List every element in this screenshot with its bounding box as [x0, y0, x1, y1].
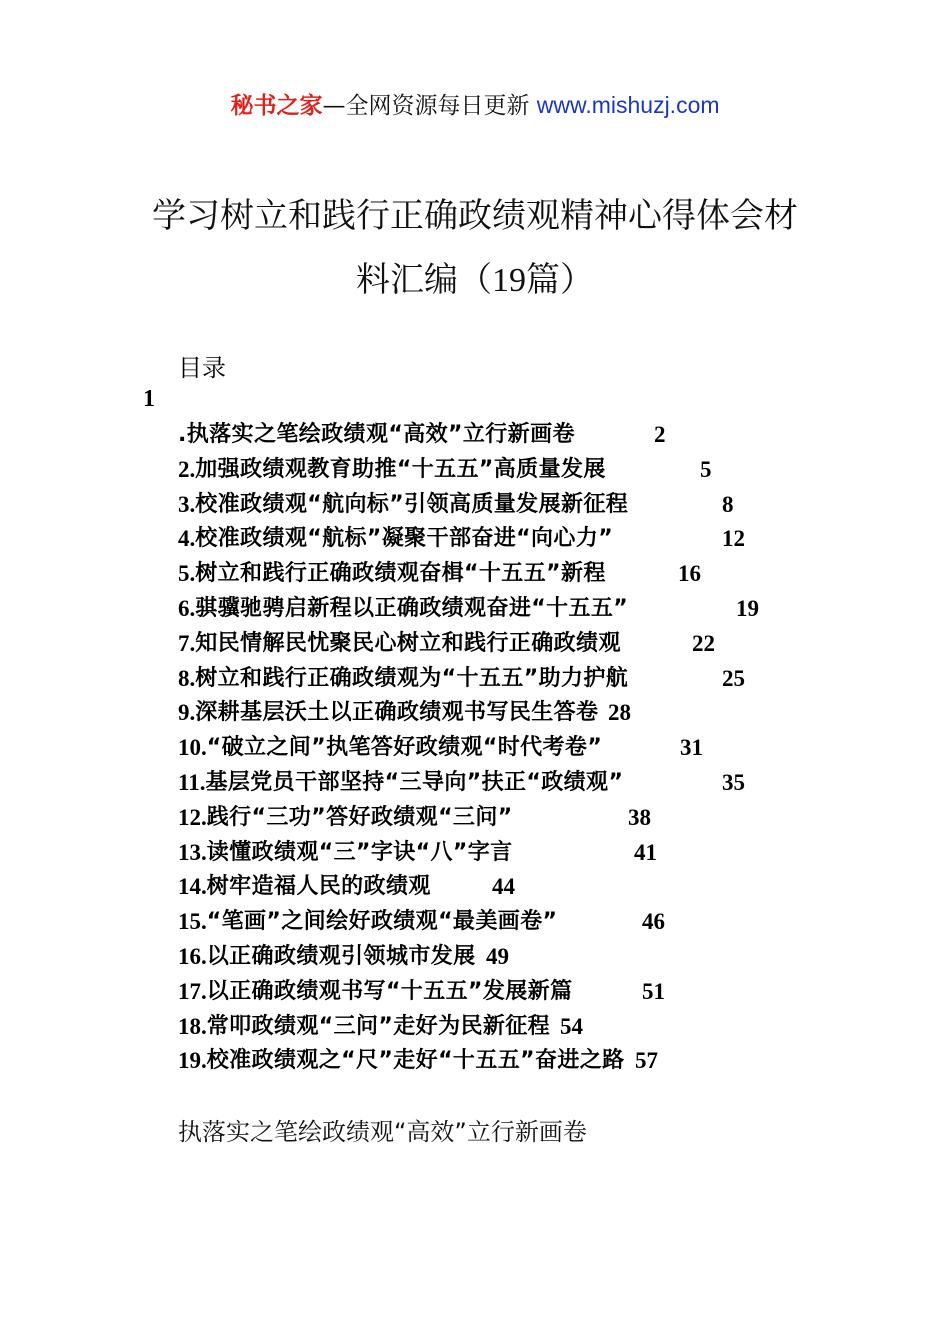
- toc-item-page: 16: [678, 561, 701, 587]
- toc-item-index: 6.: [178, 595, 196, 621]
- toc-item-page: 2: [654, 422, 666, 447]
- toc-item-title: 树牢造福人民的政绩观: [206, 874, 431, 900]
- toc-item-page: 31: [680, 735, 703, 761]
- title-line2-count: 19: [492, 262, 526, 299]
- toc-item-title: 树立和践行正确政绩观为“十五五”助力护航: [195, 665, 629, 691]
- toc-item-page: 12: [722, 526, 745, 552]
- toc-item-index: 7.: [178, 630, 196, 656]
- toc-item-title: 加强政绩观教育助推“十五五”高质量发展: [195, 456, 606, 482]
- banner-url-link[interactable]: www.mishuzj.com: [536, 92, 720, 118]
- toc-item-index: 4.: [178, 526, 196, 552]
- toc-item[interactable]: [178, 836, 778, 871]
- toc-item[interactable]: [178, 801, 778, 836]
- toc-item[interactable]: [178, 940, 778, 975]
- toc-item-index: 19.: [178, 1048, 207, 1074]
- toc-item-title: 常叩政绩观“三问”走好为民新征程: [206, 1013, 551, 1039]
- toc-item-title: 践行“三功”答好政绩观“三问”: [206, 804, 513, 830]
- toc-item-page: 54: [560, 1013, 583, 1039]
- banner-tagline: —全网资源每日更新: [322, 93, 537, 119]
- toc-item-title: 以正确政绩观书写“十五五”发展新篇: [206, 978, 573, 1004]
- toc-item-title: “破立之间”执笔答好政绩观“时代考卷”: [206, 735, 603, 761]
- toc-item-title: 知民情解民忧聚民心树立和践行正确政绩观: [195, 630, 621, 656]
- brand-name: 秘书之家: [230, 93, 323, 119]
- toc-item[interactable]: [178, 696, 778, 731]
- toc-item[interactable]: [178, 1044, 778, 1079]
- toc-item[interactable]: [178, 662, 778, 697]
- toc-item-page: 41: [634, 839, 657, 865]
- toc-item[interactable]: [178, 453, 778, 488]
- toc-item-index: 10.: [178, 735, 207, 761]
- toc-item-index: 11.: [178, 769, 206, 795]
- toc-item-title: 校准政绩观之“尺”走好“十五五”奋进之路: [206, 1048, 625, 1074]
- toc-item-index: 13.: [178, 839, 207, 865]
- toc-item[interactable]: [178, 905, 778, 940]
- toc-item[interactable]: [178, 592, 778, 627]
- document-title-line1: 学习树立和践行正确政绩观精神心得体会材: [152, 196, 798, 236]
- toc-item-title: 校准政绩观“航标”凝聚干部奋进“向心力”: [195, 526, 614, 552]
- toc-item-page: 49: [486, 943, 509, 969]
- toc-item-title: 树立和践行正确政绩观奋楫“十五五”新程: [195, 561, 606, 587]
- toc-heading: 目录: [178, 354, 226, 382]
- toc-item-page: 28: [608, 700, 631, 726]
- toc-item-page: 38: [628, 804, 651, 830]
- toc-item-index: 18.: [178, 1013, 207, 1039]
- toc-item-index: 14.: [178, 874, 207, 900]
- toc-item-page: 51: [642, 978, 665, 1004]
- toc-item-page: 25: [722, 665, 745, 691]
- toc-item-index: 9.: [178, 700, 196, 726]
- toc-item-page: 8: [722, 491, 734, 517]
- toc-item-title: 深耕基层沃土以正确政绩观书写民生答卷: [195, 700, 599, 726]
- document-title-line2: [0, 252, 950, 301]
- toc-item[interactable]: [178, 488, 778, 523]
- toc-item-page: 19: [736, 595, 759, 621]
- toc-item[interactable]: [178, 418, 778, 453]
- toc-first-number: 1: [143, 386, 155, 412]
- site-banner: [0, 88, 950, 123]
- toc-item[interactable]: [178, 522, 778, 557]
- toc-item-page: 57: [635, 1048, 658, 1074]
- toc-item-index: 15.: [178, 909, 207, 935]
- toc-item[interactable]: [178, 870, 778, 905]
- toc-item-page: 35: [722, 769, 745, 795]
- toc-item-title: 以正确政绩观引领城市发展: [206, 943, 476, 969]
- toc-item-title: 基层党员干部坚持“三导向”扶正“政绩观”: [205, 769, 624, 795]
- title-line2-post: 篇）: [526, 260, 594, 300]
- toc-item-index: 16.: [178, 943, 207, 969]
- toc-item-title: .执落实之笔绘政绩观“高效”立行新画卷: [178, 422, 575, 447]
- toc-item-title: 校准政绩观“航向标”引领高质量发展新征程: [195, 491, 629, 517]
- toc-item-index: 5.: [178, 561, 196, 587]
- section-title: 执落实之笔绘政绩观“高效”立行新画卷: [178, 1118, 587, 1146]
- toc-item[interactable]: [178, 731, 778, 766]
- toc-item-index: 17.: [178, 978, 207, 1004]
- toc-item-page: 44: [492, 874, 515, 900]
- toc-item-index: 2.: [178, 456, 196, 482]
- toc-item[interactable]: [178, 1010, 778, 1045]
- toc-item[interactable]: [178, 766, 778, 801]
- toc-item-page: 46: [642, 909, 665, 935]
- toc-item-title: 读懂政绩观“三”字诀“八”字言: [206, 839, 513, 865]
- toc-item[interactable]: [178, 975, 778, 1010]
- toc-item-title: “笔画”之间绘好政绩观“最美画卷”: [206, 909, 558, 935]
- toc-item-index: 12.: [178, 804, 207, 830]
- title-line2-pre: 料汇编（: [356, 260, 492, 300]
- toc-item-page: 5: [700, 456, 712, 482]
- table-of-contents: [178, 418, 778, 1079]
- toc-item[interactable]: [178, 557, 778, 592]
- toc-item[interactable]: [178, 627, 778, 662]
- toc-item-index: 3.: [178, 491, 196, 517]
- toc-item-page: 22: [692, 630, 715, 656]
- toc-item-title: 骐骥驰骋启新程以正确政绩观奋进“十五五”: [195, 595, 629, 621]
- toc-item-index: 8.: [178, 665, 196, 691]
